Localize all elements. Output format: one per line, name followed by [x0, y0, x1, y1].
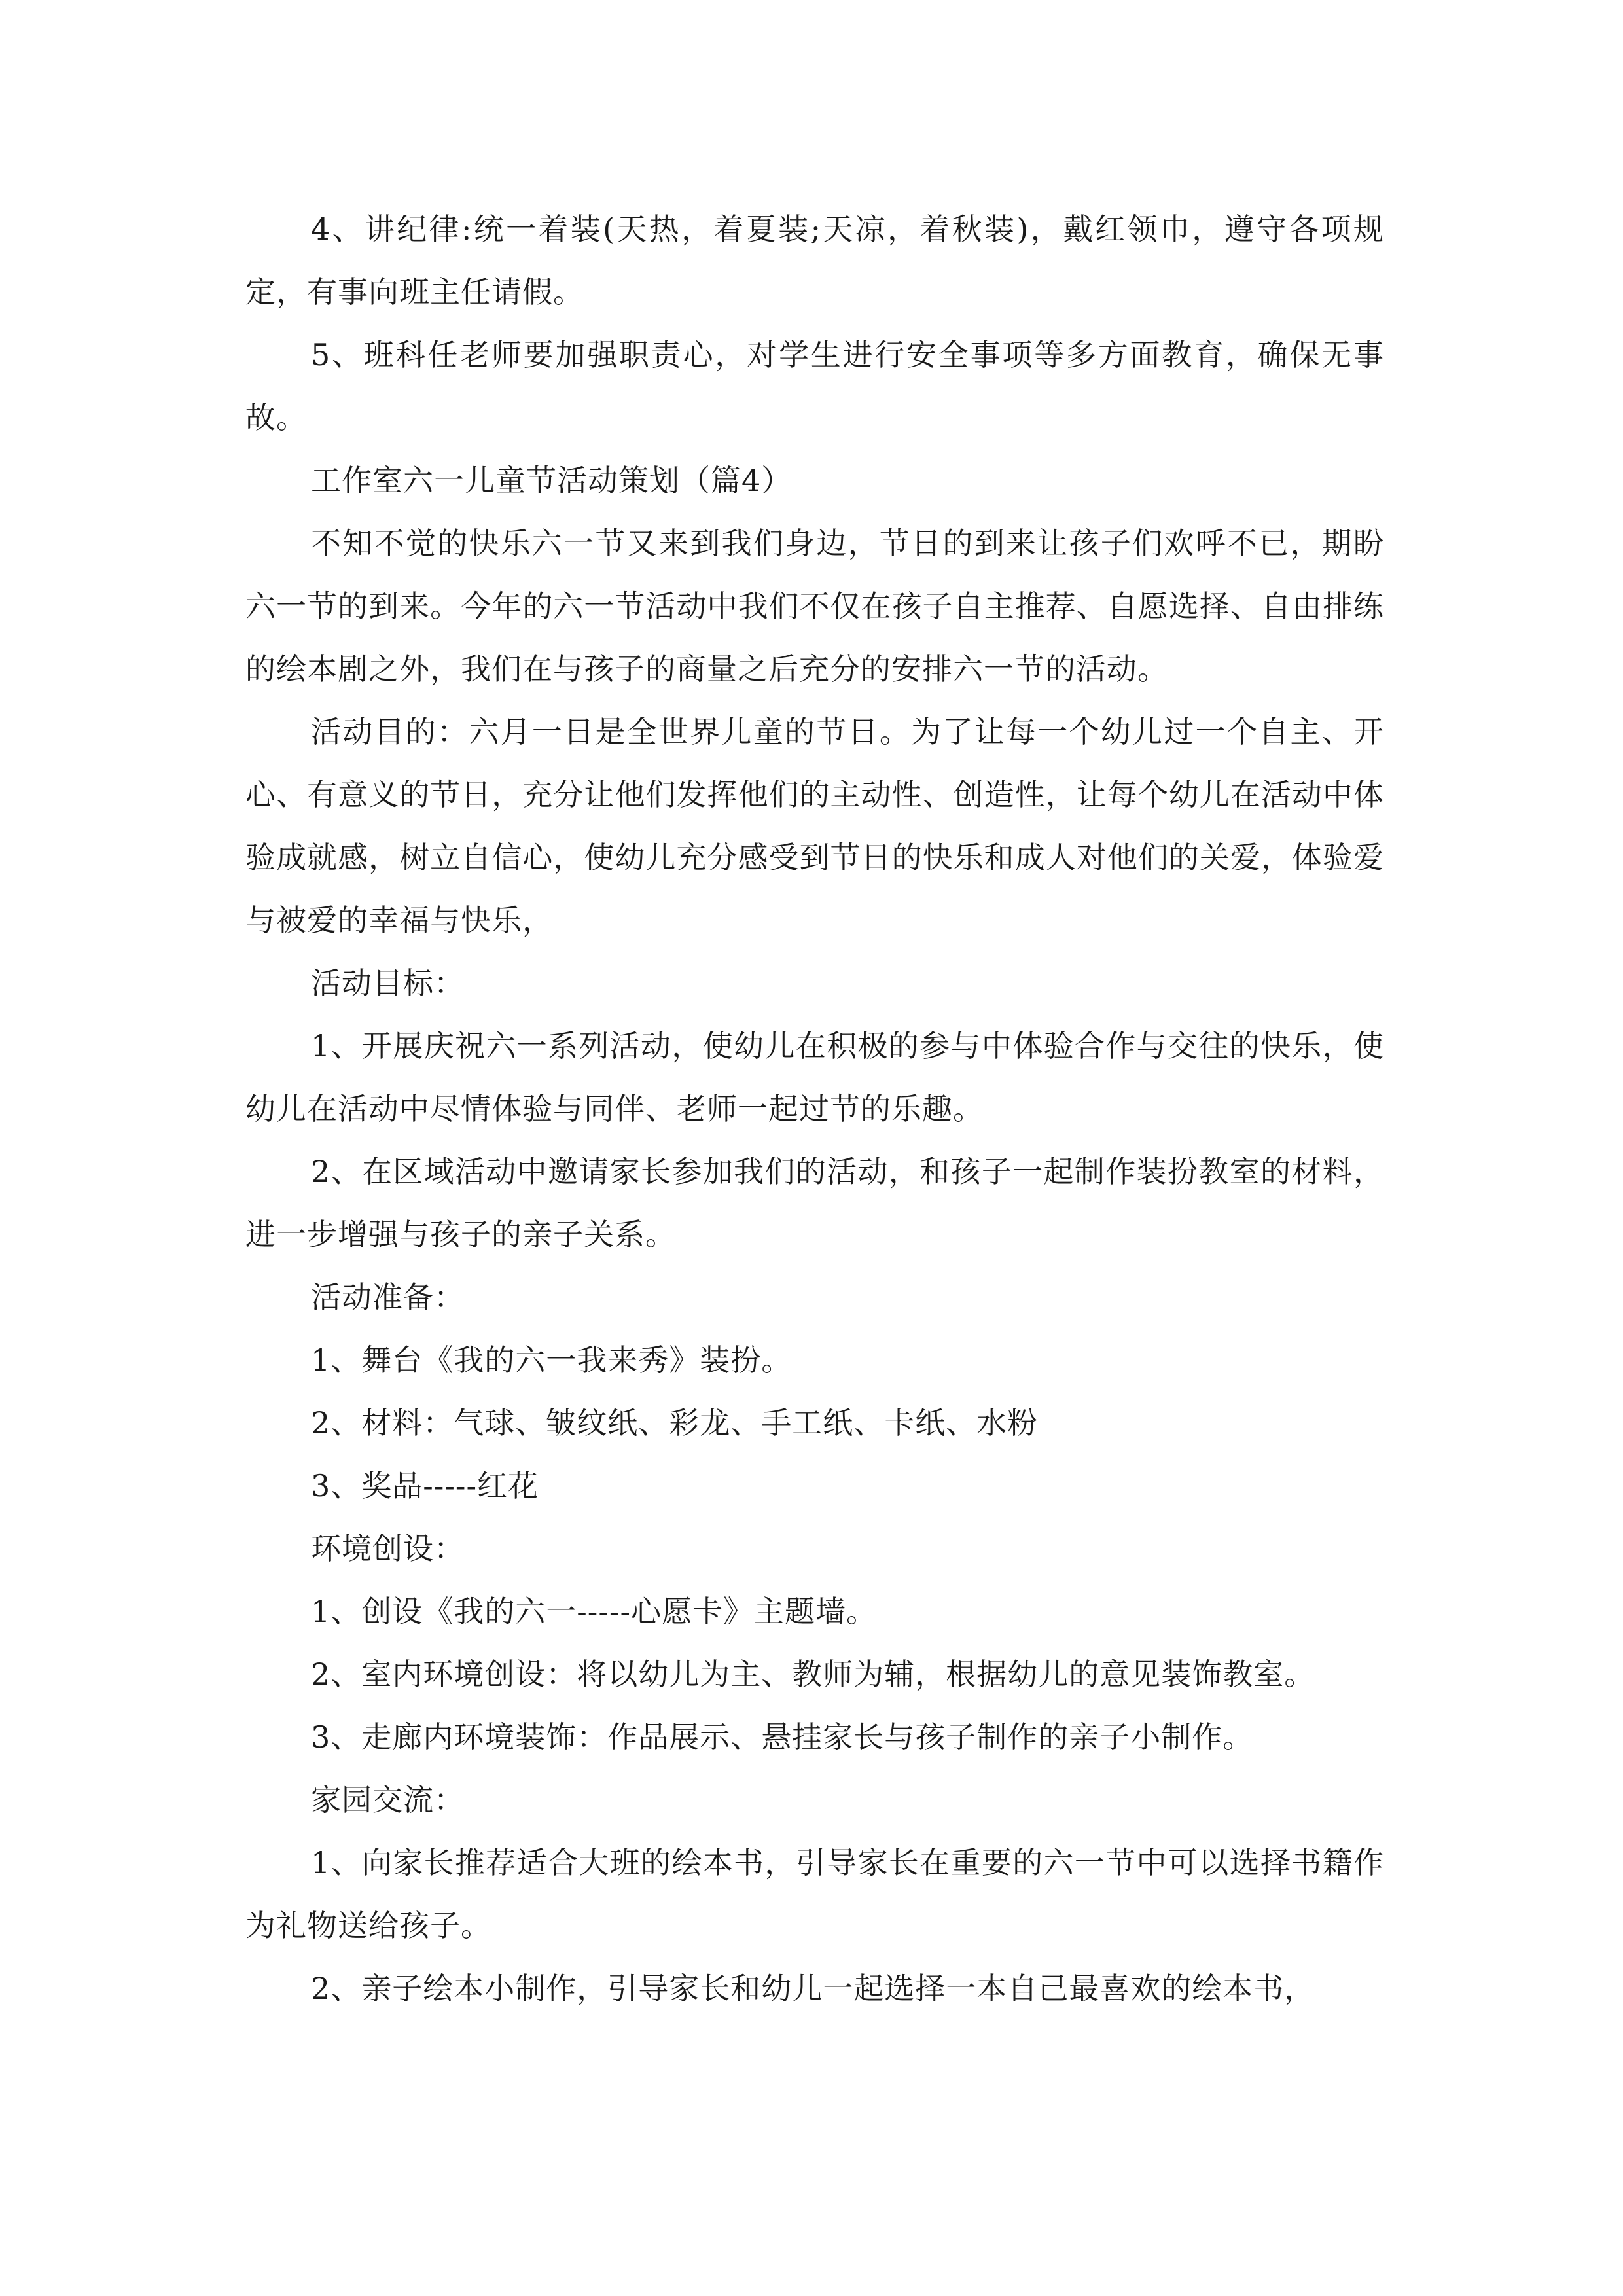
heading-goals: 活动目标： — [311, 965, 465, 1001]
list-item-prep-3: 3、奖品-----红花 — [311, 1468, 539, 1503]
paragraph-rule-discipline: 4、讲纪律:统一着装(天热，着夏装;天凉，着秋装)，戴红领巾，遵守各项规定，有事向班主任请假。 — [245, 211, 1384, 310]
paragraph-teacher-responsibility: 5、班科任老师要加强职责心，对学生进行安全事项等多方面教育，确保无事故。 — [245, 337, 1384, 435]
list-item-env-3: 3、走廊内环境装饰：作品展示、悬挂家长与孩子制作的亲子小制作。 — [311, 1719, 1254, 1755]
document-body — [245, 198, 1384, 2020]
heading-preparation: 活动准备： — [311, 1280, 465, 1315]
list-item-goal-2: 2、在区域活动中邀请家长参加我们的活动，和孩子一起制作装扮教室的材料，进一步增强与孩子的亲子关系。 — [245, 1154, 1384, 1252]
list-item-home-1: 1、向家长推荐适合大班的绘本书，引导家长在重要的六一节中可以选择书籍作为礼物送给孩子。 — [245, 1845, 1384, 1943]
heading-home-school: 家园交流： — [311, 1782, 465, 1818]
list-item-env-2: 2、室内环境创设：将以幼儿为主、教师为辅，根据幼儿的意见装饰教室。 — [311, 1657, 1315, 1692]
list-item-prep-2: 2、材料：气球、皱纹纸、彩龙、手工纸、卡纸、水粉 — [311, 1405, 1039, 1441]
heading-environment: 环境创设： — [311, 1531, 465, 1566]
list-item-goal-1: 1、开展庆祝六一系列活动，使幼儿在积极的参与中体验合作与交往的快乐，使幼儿在活动中尽情体验与同伴、老师一起过节的乐趣。 — [245, 1028, 1384, 1126]
paragraph-purpose: 活动目的：六月一日是全世界儿童的节日。为了让每一个幼儿过一个自主、开心、有意义的节日，充分让他们发挥他们的主动性、创造性，让每个幼儿在活动中体验成就感，树立自信心，使幼儿充分感受到节日的快乐和成人对他们的关爱，体验爱与被爱的幸福与快乐， — [245, 714, 1384, 938]
list-item-env-1: 1、创设《我的六一-----心愿卡》主题墙。 — [311, 1594, 877, 1629]
paragraph-intro: 不知不觉的快乐六一节又来到我们身边，节日的到来让孩子们欢呼不已，期盼六一节的到来。今年的六一节活动中我们不仅在孩子自主推荐、自愿选择、自由排练的绘本剧之外，我们在与孩子的商量之后充分的安排六一节的活动。 — [245, 526, 1384, 687]
section-title: 工作室六一儿童节活动策划（篇4） — [311, 463, 793, 498]
list-item-home-2: 2、亲子绘本小制作，引导家长和幼儿一起选择一本自己最喜欢的绘本书， — [311, 1971, 1315, 2006]
list-item-prep-1: 1、舞台《我的六一我来秀》装扮。 — [311, 1342, 793, 1378]
